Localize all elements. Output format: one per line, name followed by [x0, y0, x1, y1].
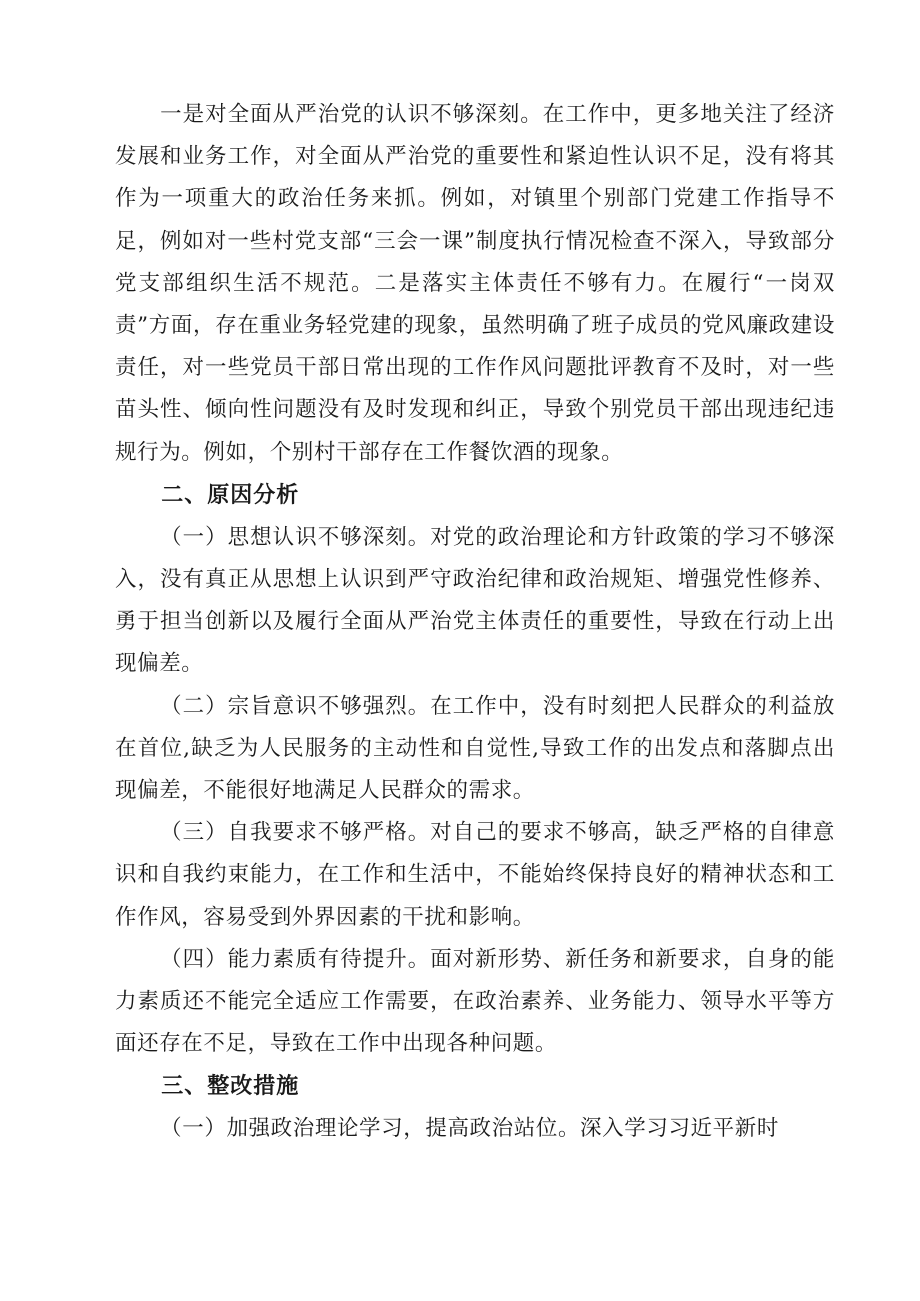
paragraph-cause-3: （三）自我要求不够严格。对自己的要求不够高，缺乏严格的自律意识和自我约束能力，在工作和生活中，不能始终保持良好的精神状态和工作作风，容易受到外界因素的干扰和影响。 — [115, 820, 835, 930]
paragraph-measure-1: （一）加强政治理论学习，提高政治站位。深入学习习近平新时 — [160, 1116, 779, 1142]
paragraph-cause-4: （四）能力素质有待提升。面对新形势、新任务和新要求，自身的能力素质还不能完全适应工作需要，在政治素养、业务能力、领导水平等方面还存在不足，导致在工作中出现各种问题。 — [115, 946, 835, 1057]
heading-cause-analysis: 二、原因分析 — [161, 482, 300, 508]
paragraph-cause-1: （一）思想认识不够深刻。对党的政治理论和方针政策的学习不够深入，没有真正从思想上认识到严守政治纪律和政治规矩、增强党性修养、勇于担当创新以及履行全面从严治党主体责任的重要性，导致在行动上出现偏差。 — [115, 524, 835, 677]
paragraph-cause-2: （二）宗旨意识不够强烈。在工作中，没有时刻把人民群众的利益放在首位,缺乏为人民服务的主动性和自觉性,导致工作的出发点和落脚点出现偏差，不能很好地满足人民群众的需求。 — [115, 693, 835, 804]
document-body — [115, 94, 835, 1151]
heading-rectification-measures: 三、整改措施 — [161, 1074, 300, 1100]
paragraph-problems: 一是对全面从严治党的认识不够深刻。在工作中，更多地关注了经济发展和业务工作，对全面从严治党的重要性和紧迫性认识不足，没有将其作为一项重大的政治任务来抓。例如，对镇里个别部门党建工作指导不足，例如对一些村党支部“三会一课”制度执行情况检查不深入，导致部分党支部组织生活不规范。二是落实主体责任不够有力。在履行“一岗双责”方面，存在重业务轻党建的现象，虽然明确了班子成员的党风廉政建设责任，对一些党员干部日常出现的工作作风问题批评教育不及时，对一些苗头性、倾向性问题没有及时发现和纠正，导致个别党员干部出现违纪违规行为。例如，个别村干部存在工作餐饮酒的现象。 — [115, 102, 835, 465]
